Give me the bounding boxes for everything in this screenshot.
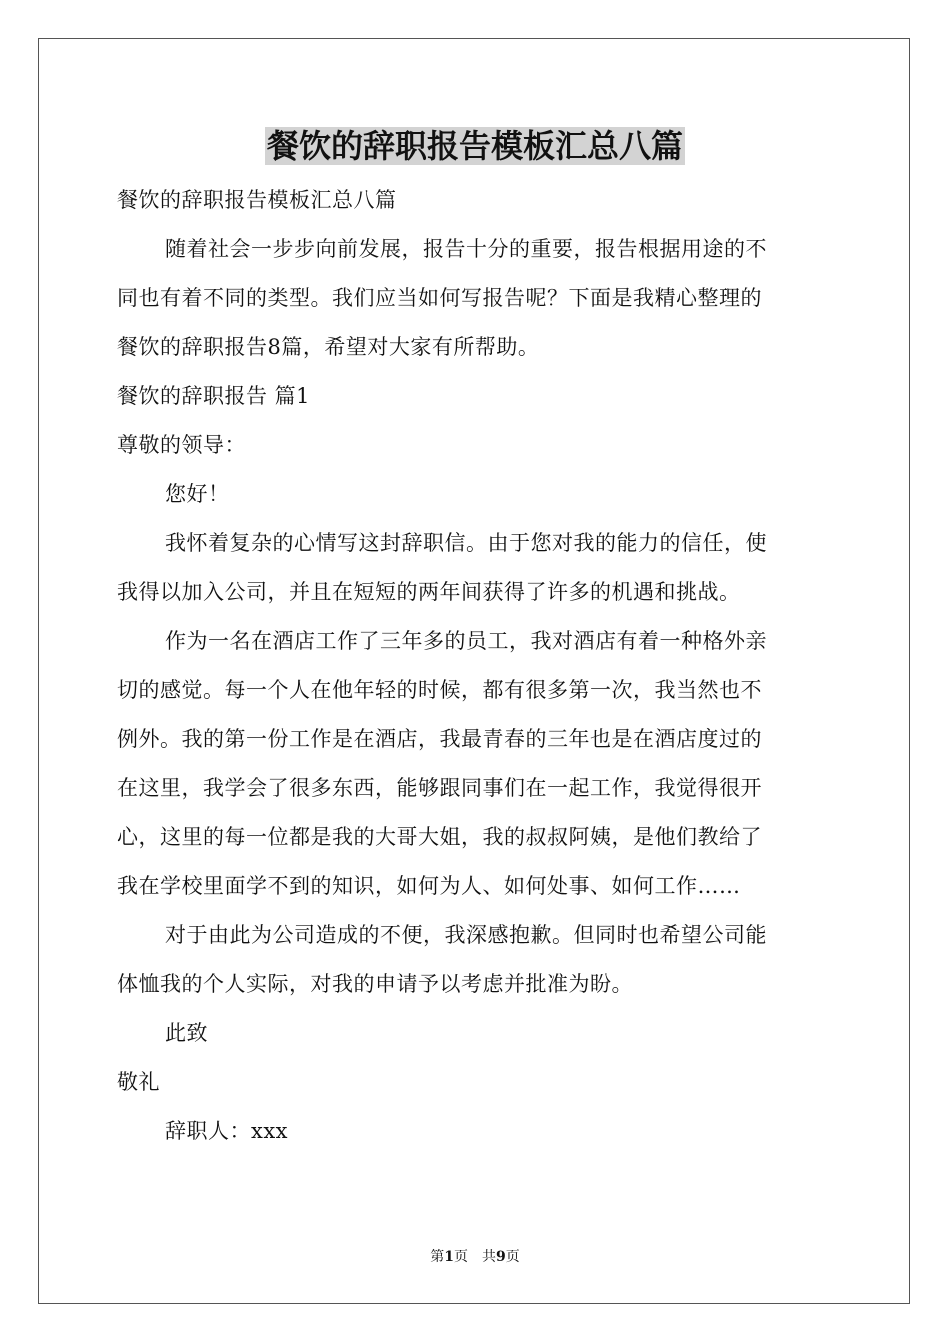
footer-page-current: 1 bbox=[444, 1249, 454, 1265]
body-line: 我在学校里面学不到的知识，如何为人、如何处事、如何工作…… bbox=[117, 874, 741, 898]
footer-page-prefix: 第 bbox=[430, 1249, 445, 1265]
closing: 此致 bbox=[165, 1021, 208, 1045]
footer-page-mid: 页 共 bbox=[454, 1249, 496, 1265]
signature-line: 辞职人：xxx bbox=[165, 1119, 289, 1143]
document-title-text: 餐饮的辞职报告模板汇总八篇 bbox=[266, 127, 683, 165]
body-line: 餐饮的辞职报告模板汇总八篇 bbox=[117, 188, 397, 212]
body-line: 例外。我的第一份工作是在酒店，我最青春的三年也是在酒店度过的 bbox=[117, 727, 762, 751]
document-body bbox=[117, 176, 837, 1156]
body-line: 我怀着复杂的心情写这封辞职信。由于您对我的能力的信任，使 bbox=[165, 531, 767, 555]
body-line: 体恤我的个人实际，对我的申请予以考虑并批准为盼。 bbox=[117, 972, 633, 996]
body-line: 我得以加入公司，并且在短短的两年间获得了许多的机遇和挑战。 bbox=[117, 580, 741, 604]
body-line: 餐饮的辞职报告8篇，希望对大家有所帮助。 bbox=[117, 335, 540, 359]
section-heading: 餐饮的辞职报告 篇1 bbox=[117, 384, 311, 408]
salutation: 尊敬的领导： bbox=[117, 433, 246, 457]
body-line: 随着社会一步步向前发展，报告十分的重要，报告根据用途的不 bbox=[165, 237, 767, 261]
closing-regards: 敬礼 bbox=[117, 1070, 160, 1094]
footer-page-total: 9 bbox=[496, 1249, 506, 1265]
document-title bbox=[0, 124, 950, 168]
page-footer bbox=[0, 1247, 950, 1267]
footer-page-suffix: 页 bbox=[505, 1249, 520, 1265]
body-line: 同也有着不同的类型。我们应当如何写报告呢？下面是我精心整理的 bbox=[117, 286, 762, 310]
body-line: 心，这里的每一位都是我的大哥大姐，我的叔叔阿姨，是他们教给了 bbox=[117, 825, 762, 849]
greeting: 您好！ bbox=[165, 482, 230, 506]
body-line: 作为一名在酒店工作了三年多的员工，我对酒店有着一种格外亲 bbox=[165, 629, 767, 653]
body-line: 对于由此为公司造成的不便，我深感抱歉。但同时也希望公司能 bbox=[165, 923, 767, 947]
body-line: 在这里，我学会了很多东西，能够跟同事们在一起工作，我觉得很开 bbox=[117, 776, 762, 800]
body-line: 切的感觉。每一个人在他年轻的时候，都有很多第一次，我当然也不 bbox=[117, 678, 762, 702]
